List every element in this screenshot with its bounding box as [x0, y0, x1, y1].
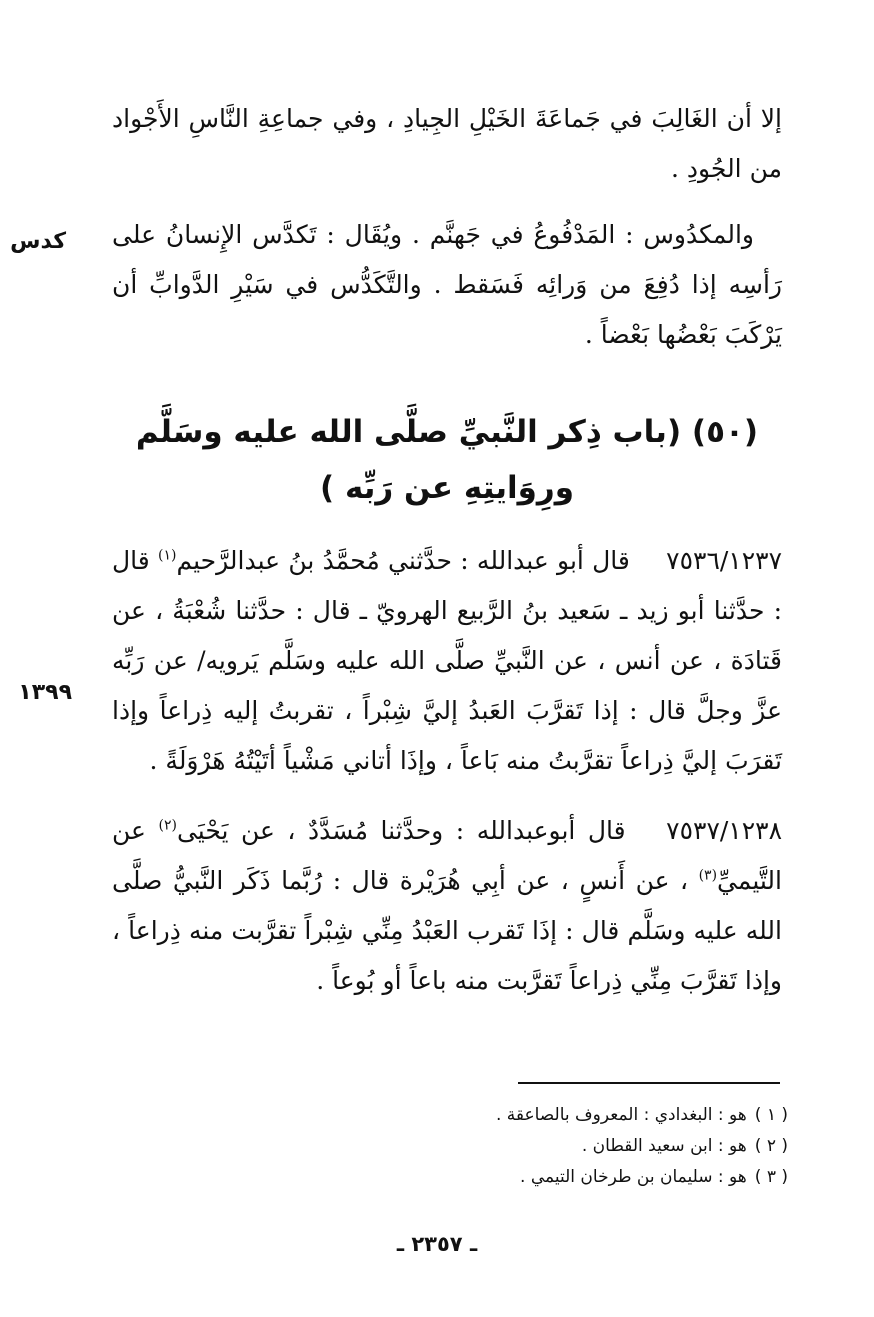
hadith-number: ٧٥٣٧/١٢٣٨	[666, 816, 783, 845]
footnote-text: هو : ابن سعيد القطان .	[581, 1136, 747, 1156]
footnote-ref: (١)	[158, 547, 177, 564]
chapter-heading-line-2: ورِوَايتِهِ عن رَبِّه )	[319, 470, 574, 506]
hadith-1237	[112, 536, 782, 786]
hadith-number: ٧٥٣٦/١٢٣٧	[666, 546, 783, 575]
footnote-2	[300, 1131, 788, 1162]
footnote-number: ( ٢ )	[754, 1136, 788, 1156]
footnote-ref: (٢)	[158, 817, 177, 834]
hadith-text: قال أبو عبدالله : حدَّثني مُحمَّدُ بنُ عبدالرَّحيم	[176, 546, 630, 575]
footnote-text: هو : سليمان بن طرخان التيمي .	[520, 1167, 747, 1187]
page-number: ـ ٢٣٥٧ ـ	[396, 1232, 478, 1256]
hadith-1238	[112, 806, 782, 1006]
paragraph-makdus-text: والمكدُوس : المَدْفُوعُ في جَهنَّم . ويُقَال : تَكدَّس الإِنسانُ على رَأسِه إذا دُفِعَ من وَرائِه فَسَقط . والتَّكَدُّس في سَيْرِ الدَّوابِّ أن يَرْكَبَ بَعْضُها بَعْضاً .	[112, 220, 782, 349]
paragraph-continuation: إلا أن الغَالِبَ في جَماعَةَ الخَيْلِ الجِيادِ ، وفي جماعِةِ النَّاسِ الأَجْواد من الجُودِ .	[112, 104, 782, 183]
hadith-text: قال أبوعبدالله : وحدَّثنا مُسَدَّدٌ ، عن يَحْيَى	[176, 816, 626, 845]
footnote-separator	[518, 1082, 780, 1084]
footnote-text: هو : البغدادي : المعروف بالصاعقة .	[495, 1105, 747, 1125]
margin-root-word: كدس	[10, 229, 66, 254]
margin-page-reference: ١٣٩٩	[18, 680, 72, 705]
hadith-text: قال : حدَّثنا أبو زيد ـ سَعيد بنُ الرَّبيع الهرويّ ـ قال : حدَّثنا شُعْبَةُ ، عن قَتادَة ، عن أنس ، عن النَّبيِّ صلَّى الله عليه وسَلَّم يَرويه/ عن رَبِّه عزَّ وجلَّ قال : إذا تَقرَّبَ العَبدُ إليَّ شِبْراً ، تقربتُ إليه ذِراعاً وإذا تَقرَبَ إليَّ ذِراعاً تقرَّبتُ منه بَاعاً ، وإذَا أتاني مَشْياً أتَيْتُهُ هَرْوَلَةً .	[112, 546, 782, 775]
footnote-1	[300, 1100, 788, 1131]
footnote-ref: (٣)	[698, 867, 718, 884]
paragraph-makdus-definition	[112, 210, 782, 360]
footnote-number: ( ١ )	[754, 1105, 788, 1125]
footnote-3	[300, 1162, 788, 1193]
footnotes	[300, 1100, 788, 1193]
hadith-text: ، عن أَنسٍ ، عن أبِي هُرَيْرة قال : رُبَّما ذَكَر النَّبيُّ صلَّى الله عليه وسَلَّم قال : إذَا تَقرب العَبْدُ مِنِّي شِبْراً تقرَّبت منه ذِراعاً ، وإذا تَقرَّبَ مِنِّي ذِراعاً تَقرَّبت منه باعاً أو بُوعاً .	[112, 866, 782, 995]
main-text-block	[112, 94, 782, 1006]
footnote-number: ( ٣ )	[754, 1167, 788, 1187]
chapter-heading-line-1: (٥٠) (باب ذِكر النَّبيِّ صلَّى الله عليه وسَلَّم	[135, 414, 759, 450]
hadith-text: عن التَّيميِّ	[112, 816, 782, 895]
